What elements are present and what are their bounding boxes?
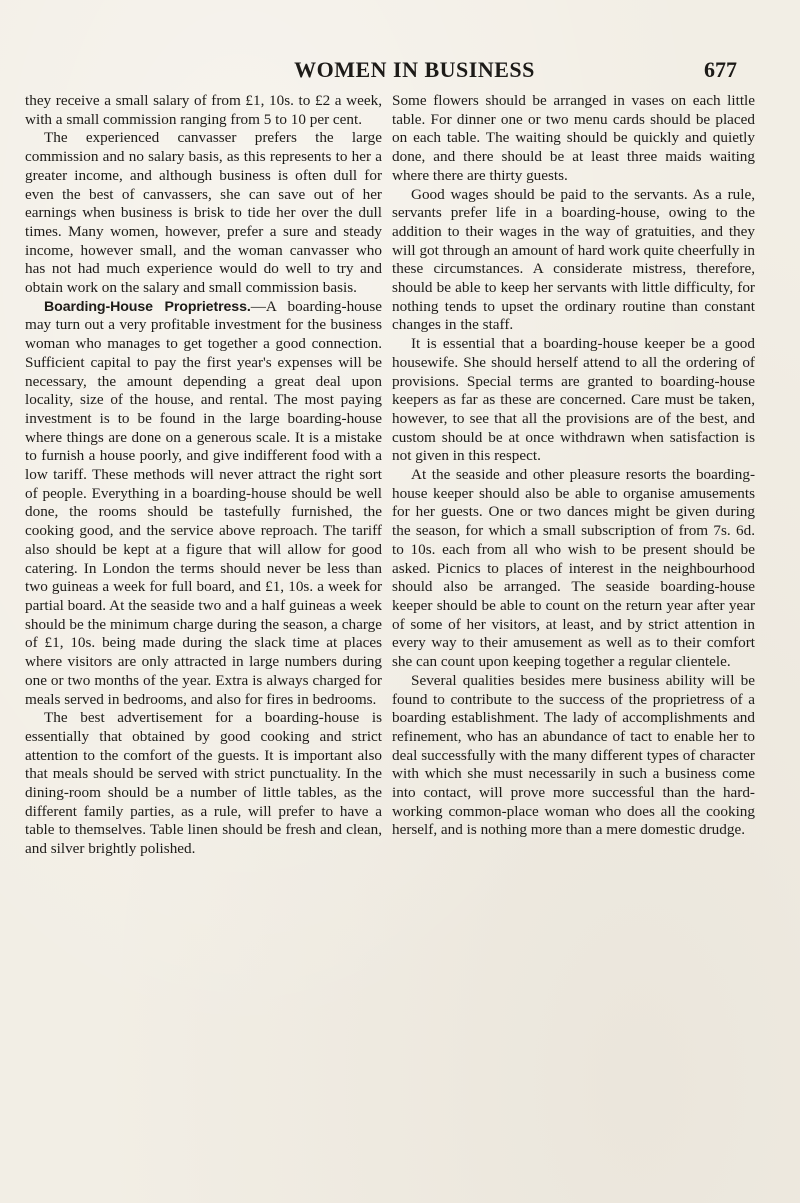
paragraph-with-heading bbox=[25, 298, 382, 709]
running-title: WOMEN IN BUSINESS bbox=[294, 57, 535, 82]
paragraph-body: —A boarding-house may turn out a very profitable investment for the business woman who manages to get together a good connection. Sufficient capital to pay the first year's expenses will be necessary, the amount depending a great deal upon locality, size of the house, and rental. The most paying investment is to be found in the large boarding-house where things are done on a generous scale. It is a mistake to furnish a house poorly, and give indifferent food with a low tariff. These methods will never attract the right sort of people. Everything in a boarding-house should be well done, the rooms should be tastefully furnished, the cooking good, and the service above reproach. The tariff also should be kept at a figure that will allow for good catering. In London the terms should never be less than two guineas a week for full board, and £1, 10s. a week for partial board. At the seaside two and a half guineas a week should be the minimum charge during the season, a charge of £1, 10s. being made during the slack time at places where visitors are only attracted in large numbers during one or two months of the year. Extra is always charged for meals served in bedrooms, and also for fires in bedrooms. bbox=[25, 297, 382, 708]
page-number: 677 bbox=[704, 57, 737, 82]
paragraph: Several qualities besides mere business ability will be found to contribute to the success of the proprietress of a boarding establishment. The lady of accomplishments and refinement, who has an abundance of tact to enable her to deal successfully with the many different types of character with which she must necessarily in such a business come into contact, will prove more successful than the hard-working common-place woman who does all the cooking herself, and is nothing more than a mere domestic drudge. bbox=[392, 671, 755, 839]
section-heading: Boarding-House Proprietress. bbox=[44, 298, 251, 315]
page-header bbox=[92, 57, 737, 83]
paragraph: At the seaside and other pleasure resorts the boarding-house keeper should also be able to organise amusements for her guests. One or two dances might be given during the season, for which a small subscription of from 7s. 6d. to 10s. each from all who wish to be present should be asked. Picnics to places of interest in the neighbourhood should also be arranged. The seaside boarding-house keeper should be able to count on the return year after year of some of her visitors, at least, and by strict attention in every way to their amusement as well as to their comfort she can count upon keeping together a regular clientele. bbox=[392, 466, 755, 671]
paragraph: Some flowers should be arranged in vases on each little table. For dinner one or two menu cards should be placed on each table. The waiting should be quickly and quietly done, and there should be at least three maids waiting where there are thirty guests. bbox=[392, 92, 755, 184]
left-column bbox=[25, 92, 382, 859]
paragraph: It is essential that a boarding-house keeper be a good housewife. She should herself attend to all the ordering of provisions. Special terms are granted to boarding-house keepers as far as these are concerned. Care must be taken, however, to see that all the provisions are of the best, and custom should be at once withdrawn when satisfaction is not given in this respect. bbox=[392, 335, 755, 465]
paragraph: Good wages should be paid to the servants. As a rule, servants prefer life in a boarding-house, owing to the addition to their wages in the way of gratuities, and they will got through an amount of hard work quite cheerfully in these circumstances. A considerate mistress, therefore, should be able to keep her servants with little difficulty, for nothing tends to upset the ordinary routine than constant changes in the staff. bbox=[392, 185, 755, 334]
paragraph: they receive a small salary of from £1, 10s. to £2 a week, with a small commission ranging from 5 to 10 per cent. bbox=[25, 92, 382, 128]
right-column bbox=[392, 92, 755, 840]
paragraph: The best advertisement for a boarding-house is essentially that obtained by good cooking and strict attention to the comfort of the guests. It is important also that meals should be served with strict punctuality. In the dining-room should be a number of little tables, as the different family parties, as a rule, will prefer to have a table to themselves. Table linen should be fresh and clean, and silver brightly polished. bbox=[25, 709, 382, 858]
paragraph: The experienced canvasser prefers the large commission and no salary basis, as this represents to her a greater income, and although business is often dull for even the best of canvassers, she can save out of her earnings when business is brisk to tide her over the dull times. Many women, however, prefer a sure and steady income, however small, and the woman canvasser who has not had much experience would do well to try and obtain work on the salary and small commission basis. bbox=[25, 129, 382, 297]
